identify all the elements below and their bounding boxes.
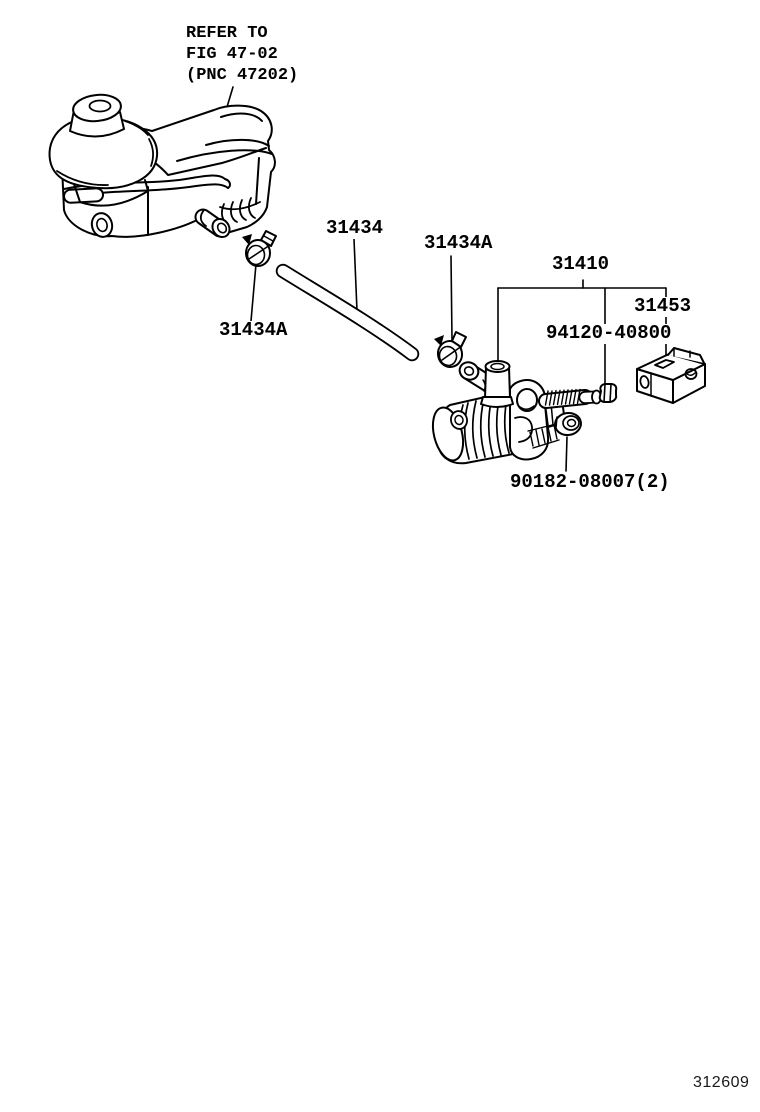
part-callout-cylinder-assy: 31410: [552, 253, 610, 275]
leader-clamp-upper: [451, 256, 452, 340]
reservoir-tank-drawing: [50, 93, 275, 241]
part-callout-bracket: 31453: [634, 295, 692, 317]
pushrod: [546, 389, 602, 405]
part-callout-hose: 31434: [326, 217, 384, 239]
master-cylinder-drawing: [428, 359, 601, 463]
leader-refer-note: [227, 87, 233, 107]
figure-code: 312609: [693, 1074, 750, 1091]
reference-note-line3: (PNC 47202): [186, 66, 299, 85]
reference-note-line2: FIG 47-02: [186, 45, 278, 64]
hose-drawing: [283, 271, 412, 354]
part-callout-clamp-upper: 31434A: [424, 232, 493, 254]
leader-hex-nut: [566, 437, 567, 471]
bracket-drawing: [637, 348, 705, 403]
hose-clamp-rear-drawing: [434, 332, 466, 369]
reference-note-line1: REFER TO: [186, 24, 268, 43]
part-callout-clamp-lower: 31434A: [219, 319, 288, 341]
part-callout-hex-nut: 90182-08007(2): [510, 471, 670, 493]
part-callout-lock-nut: 94120-40800: [546, 322, 672, 344]
lock-nut-drawing: [600, 384, 617, 402]
reference-note: [186, 23, 298, 86]
leader-clamp-lower: [251, 264, 256, 321]
leader-hose: [354, 239, 357, 311]
inlet-port: [457, 359, 513, 407]
hose-clamp-front-drawing: [242, 231, 276, 266]
reservoir-cap: [50, 93, 158, 189]
